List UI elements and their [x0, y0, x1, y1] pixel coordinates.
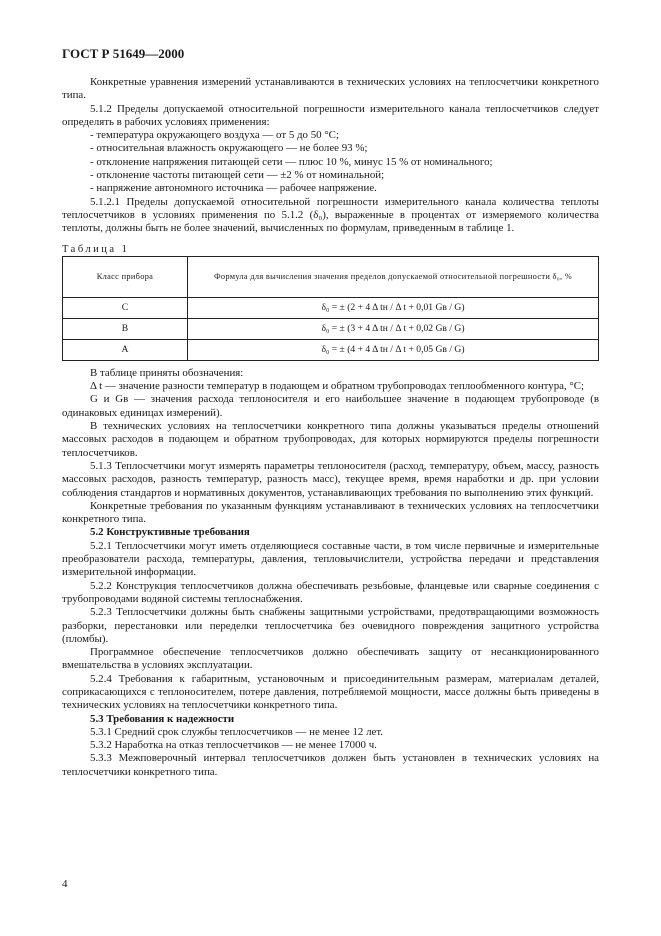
paragraph: 5.3.2 Наработка на отказ теплосчетчиков — не менее 17000 ч.: [90, 739, 377, 752]
list-item: - относительная влажность окружающего — не более 93 %;: [90, 142, 368, 155]
paragraph: 5.1.3 Теплосчетчики могут измерять параметры теплоносителя (расход, температуру, объем, массу, разность массовых расходов, разность температур, разность масс), текущее время, время наработки и др. при условии соблюдения стандартов и нормативных документов, устанавливающих требования по выполнению этих функций.: [62, 459, 599, 499]
paragraph: 5.1.2 Пределы допускаемой относительной погрешности измерительного канала теплосчетчиков следует определять в рабочих условиях применения:: [62, 102, 599, 128]
table-1: [62, 256, 599, 361]
paragraph: В технических условиях на теплосчетчики конкретного типа должны указываться пределы отношений массовых расходов в подающем и обратном трубопроводах, для которых нормируются пределы погрешности теплосчетчиков.: [62, 420, 599, 459]
table-header-class: Класс прибора: [63, 256, 188, 297]
table-header-formula: Формула для вычисления значения пределов допускаемой относительной погрешности δ₀, %: [188, 256, 599, 297]
section-heading: 5.3 Требования к надежности: [90, 712, 235, 725]
paragraph: 5.2.2 Конструкция теплосчетчиков должна обеспечивать резьбовые, фланцевые или сварные соединения с трубопроводами водяной системы теплоснабжения.: [62, 579, 599, 605]
table-caption: Таблица 1: [62, 243, 130, 255]
list-item: - напряжение автономного источника — рабочее напряжение.: [90, 182, 377, 195]
paragraph: 5.2.1 Теплосчетчики могут иметь отделяющиеся составные части, в том числе первичные и измерительные преобразователи расхода, температуры, давления, тепловычислители, устройства передачи и представления измерительной информации.: [62, 539, 599, 579]
table-header-row: [63, 256, 599, 297]
paragraph: G и Gв — значения расхода теплоносителя и его наибольшее значение в подающем трубопроводе (в одинаковых единицах измерений).: [62, 393, 599, 419]
list-item: - отклонение напряжения питающей сети — плюс 10 %, минус 15 % от номинального;: [90, 155, 493, 168]
paragraph: Конкретные требования по указанным функциям устанавливают в технических условиях на теплосчетчики конкретного типа.: [62, 499, 599, 526]
list-item: - отклонение частоты питающей сети — ±2 % от номинальной;: [90, 169, 385, 182]
table-row: [63, 297, 599, 318]
table-cell-formula: δ₀ = ± (3 + 4 Δ tн / Δ t + 0,02 Gв / G): [188, 318, 599, 339]
paragraph: 5.3.1 Средний срок службы теплосчетчиков — не менее 12 лет.: [90, 725, 384, 738]
table-cell-formula: δ₀ = ± (4 + 4 Δ tн / Δ t + 0,05 Gв / G): [188, 339, 599, 360]
paragraph: 5.2.4 Требования к габаритным, установочным и присоединительным размерам, материалам деталей, соприкасающихся с теплоносителем, потере давления, потребляемой мощности, массе должны быть приведены в технических условиях на теплосчетчики конкретного типа.: [62, 672, 599, 712]
page-header: ГОСТ Р 51649—2000: [62, 46, 185, 61]
paragraph: Δ t — значение разности температур в подающем и обратном трубопроводах теплообменного контура, °С;: [90, 380, 585, 393]
table-cell-class: B: [63, 318, 188, 339]
page-number: 4: [62, 878, 68, 890]
paragraph: 5.1.2.1 Пределы допускаемой относительной погрешности измерительного канала количества теплоты теплосчетчиков в условиях применения по 5.1.2 (δ₀), выраженные в процентах от измеряемого количества теплоты, должны быть не более значений, вычисленных по формулам, приведенным в таблице 1.: [62, 195, 599, 235]
section-heading: 5.2 Конструктивные требования: [90, 526, 250, 539]
paragraph: В таблице приняты обозначения:: [90, 366, 244, 379]
table-row: [63, 318, 599, 339]
body-text: [62, 76, 599, 779]
list-item: - температура окружающего воздуха — от 5 до 50 °С;: [90, 129, 339, 142]
table-cell-class: C: [63, 297, 188, 318]
paragraph: 5.2.3 Теплосчетчики должны быть снабжены защитными устройствами, предотвращающими возможность разборки, перестановки или переделки теплосчетчика без очевидного повреждения защитного устройства (пломбы).: [62, 606, 599, 645]
table-cell-class: A: [63, 339, 188, 360]
paragraph: Программное обеспечение теплосчетчиков должно обеспечивать защиту от несанкционированного вмешательства в условиях эксплуатации.: [62, 646, 599, 672]
paragraph: Конкретные уравнения измерений устанавливаются в технических условиях на теплосчетчики конкретного типа.: [62, 76, 599, 102]
table-row: [63, 339, 599, 360]
table-cell-formula: δ₀ = ± (2 + 4 Δ tн / Δ t + 0,01 Gв / G): [188, 297, 599, 318]
paragraph: 5.3.3 Межповерочный интервал теплосчетчиков должен быть установлен в технических условиях на теплосчетчики конкретного типа.: [62, 752, 599, 778]
